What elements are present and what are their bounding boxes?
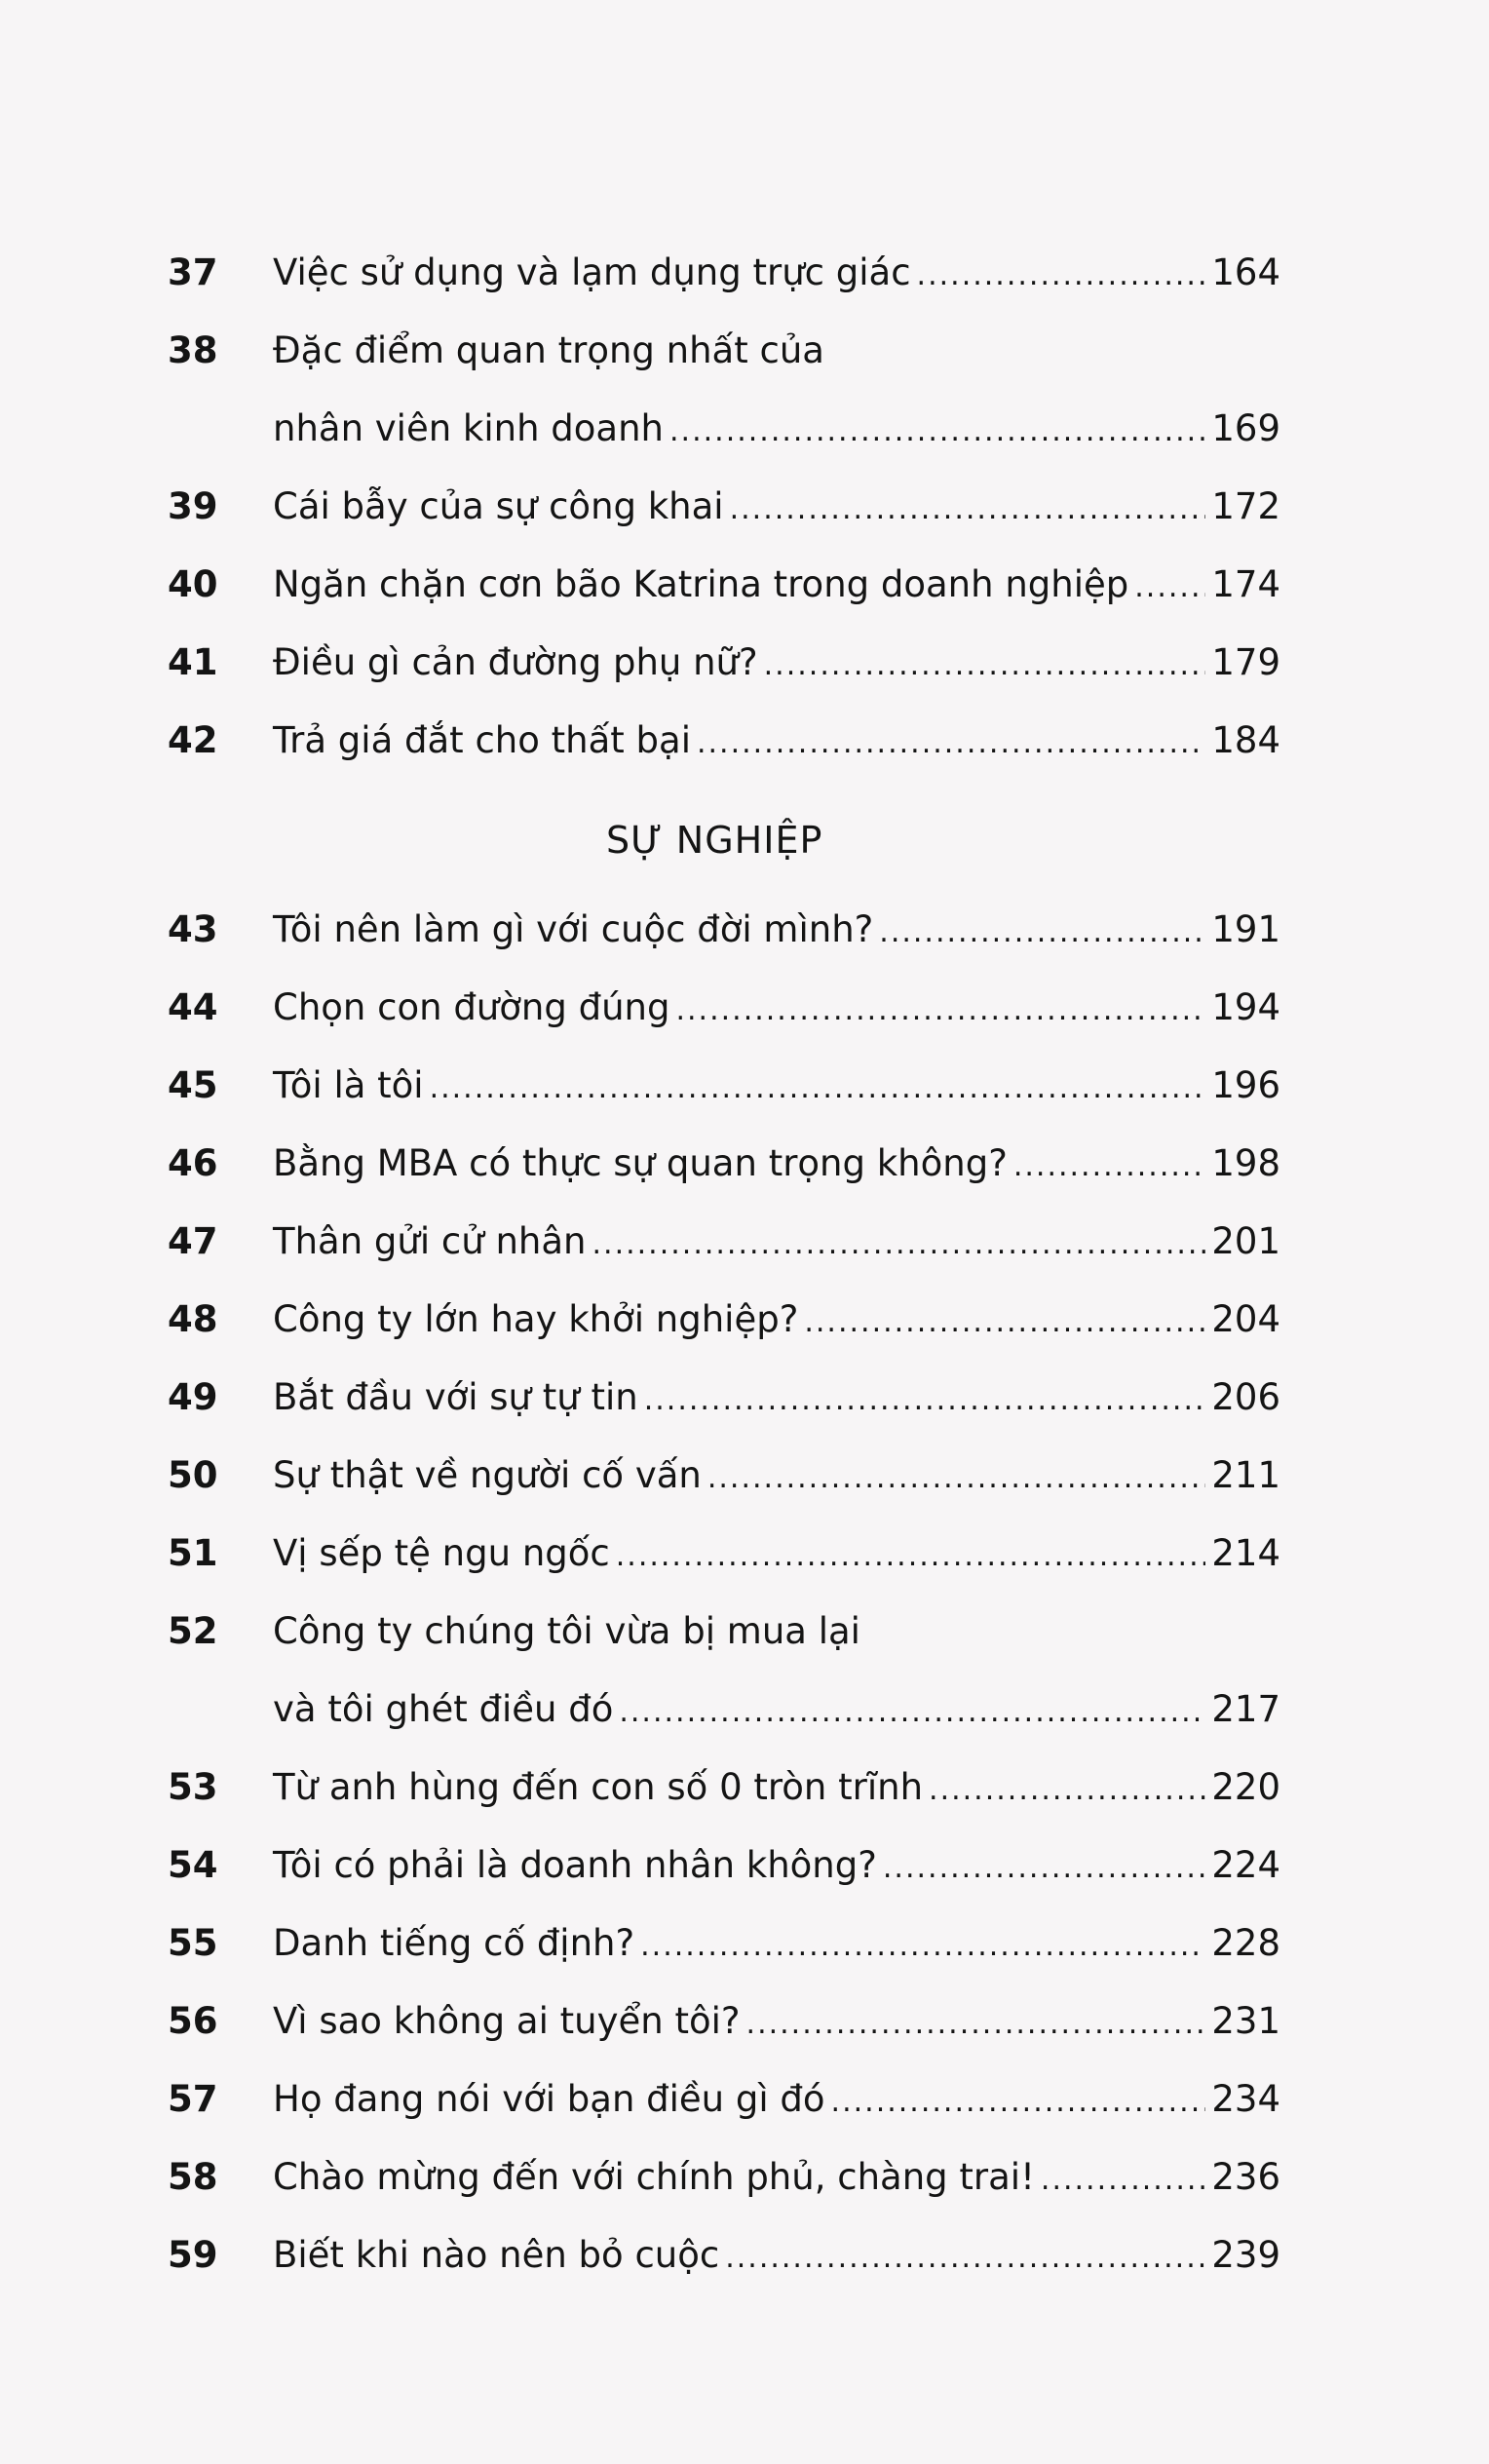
toc-entry bbox=[168, 468, 1280, 546]
chapter-number: 43 bbox=[168, 908, 218, 950]
chapter-title: Việc sử dụng và lạm dụng trực giác bbox=[273, 251, 911, 293]
dot-leader bbox=[917, 237, 1206, 315]
table-of-contents bbox=[168, 234, 1280, 2294]
dot-leader bbox=[764, 627, 1206, 705]
chapter-number: 52 bbox=[168, 1610, 218, 1652]
dot-leader bbox=[1013, 1128, 1206, 1206]
dot-leader bbox=[644, 1362, 1206, 1440]
toc-entry bbox=[168, 1437, 1280, 1515]
chapter-number: 51 bbox=[168, 1532, 218, 1574]
page-number: 164 bbox=[1211, 251, 1280, 293]
toc-entry-line bbox=[168, 390, 1280, 468]
toc-entry-line bbox=[168, 1125, 1280, 1203]
chapter-title: Cái bẫy của sự công khai bbox=[273, 485, 724, 527]
chapter-title: nhân viên kinh doanh bbox=[273, 407, 665, 449]
toc-entry-line bbox=[168, 969, 1280, 1047]
dot-leader bbox=[730, 471, 1206, 549]
toc-entry-line bbox=[168, 234, 1280, 312]
dot-leader bbox=[430, 1050, 1206, 1128]
page-number: 206 bbox=[1211, 1376, 1280, 1418]
toc-entry-line bbox=[168, 702, 1280, 780]
toc-entry bbox=[168, 234, 1280, 312]
toc-entry-line bbox=[168, 1905, 1280, 1983]
section-heading: SỰ NGHIỆP bbox=[606, 819, 823, 862]
toc-entry bbox=[168, 1983, 1280, 2060]
toc-entry-line bbox=[168, 2216, 1280, 2294]
chapter-number: 49 bbox=[168, 1376, 218, 1418]
toc-entry-line bbox=[168, 624, 1280, 702]
chapter-title: Họ đang nói với bạn điều gì đó bbox=[273, 2078, 825, 2120]
page-number: 231 bbox=[1211, 2000, 1280, 2042]
chapter-number: 45 bbox=[168, 1064, 218, 1106]
page-number: 217 bbox=[1211, 1688, 1280, 1730]
dot-leader bbox=[592, 1206, 1206, 1284]
page-number: 239 bbox=[1211, 2234, 1280, 2276]
page-number: 236 bbox=[1211, 2156, 1280, 2198]
toc-entry-line bbox=[168, 312, 1280, 390]
toc-entry bbox=[168, 1749, 1280, 1827]
chapter-title: Biết khi nào nên bỏ cuộc bbox=[273, 2234, 720, 2276]
toc-entry-line bbox=[168, 2138, 1280, 2216]
toc-entry bbox=[168, 1593, 1280, 1749]
dot-leader bbox=[619, 1674, 1205, 1752]
chapter-number: 59 bbox=[168, 2234, 218, 2276]
page-number: 179 bbox=[1211, 641, 1280, 683]
chapter-number: 46 bbox=[168, 1142, 218, 1184]
chapter-title: Sự thật về người cố vấn bbox=[273, 1454, 702, 1496]
toc-entry-line bbox=[168, 2060, 1280, 2138]
chapter-number: 44 bbox=[168, 986, 218, 1028]
page-number: 191 bbox=[1211, 908, 1280, 950]
chapter-title: Ngăn chặn cơn bão Katrina trong doanh nghiệp bbox=[273, 563, 1129, 605]
page-number: 224 bbox=[1211, 1844, 1280, 1886]
chapter-title: Thân gửi cử nhân bbox=[273, 1220, 587, 1262]
chapter-title: Danh tiếng cố định? bbox=[273, 1922, 635, 1964]
chapter-number: 48 bbox=[168, 1298, 218, 1340]
chapter-title: Tôi là tôi bbox=[273, 1064, 424, 1106]
toc-entry-line bbox=[168, 1983, 1280, 2060]
toc-entry bbox=[168, 891, 1280, 969]
chapter-title: Tôi nên làm gì với cuộc đời mình? bbox=[273, 908, 874, 950]
chapter-number: 57 bbox=[168, 2078, 218, 2120]
chapter-number: 56 bbox=[168, 2000, 218, 2042]
chapter-number: 42 bbox=[168, 719, 218, 761]
toc-entry-line bbox=[168, 468, 1280, 546]
toc-entry-line bbox=[168, 1203, 1280, 1281]
toc-entries-before bbox=[168, 234, 1280, 780]
chapter-number: 50 bbox=[168, 1454, 218, 1496]
dot-leader bbox=[640, 1907, 1205, 1985]
chapter-title: Vị sếp tệ ngu ngốc bbox=[273, 1532, 610, 1574]
dot-leader bbox=[746, 1985, 1206, 2063]
toc-entry bbox=[168, 546, 1280, 624]
toc-entry-line bbox=[168, 1671, 1280, 1749]
toc-entry bbox=[168, 1905, 1280, 1983]
dot-leader bbox=[883, 1829, 1205, 1907]
toc-entry-line bbox=[168, 1359, 1280, 1437]
toc-entry-line bbox=[168, 1749, 1280, 1827]
dot-leader bbox=[1041, 2141, 1205, 2219]
page-number: 214 bbox=[1211, 1532, 1280, 1574]
toc-entry bbox=[168, 2060, 1280, 2138]
toc-entry-line bbox=[168, 546, 1280, 624]
toc-entry-line bbox=[168, 1593, 1280, 1671]
page-number: 184 bbox=[1211, 719, 1280, 761]
chapter-title: Tôi có phải là doanh nhân không? bbox=[273, 1844, 877, 1886]
chapter-title: Công ty lớn hay khởi nghiệp? bbox=[273, 1298, 799, 1340]
toc-entry-line bbox=[168, 1827, 1280, 1905]
page-number: 198 bbox=[1211, 1142, 1280, 1184]
dot-leader bbox=[929, 1752, 1205, 1829]
chapter-title: Chào mừng đến với chính phủ, chàng trai! bbox=[273, 2156, 1035, 2198]
toc-entry-line bbox=[168, 891, 1280, 969]
chapter-title: và tôi ghét điều đó bbox=[273, 1688, 614, 1730]
chapter-title: Điều gì cản đường phụ nữ? bbox=[273, 641, 758, 683]
page-number: 228 bbox=[1211, 1922, 1280, 1964]
chapter-title: Bắt đầu với sự tự tin bbox=[273, 1376, 638, 1418]
page-number: 204 bbox=[1211, 1298, 1280, 1340]
dot-leader bbox=[725, 2219, 1205, 2297]
toc-entry bbox=[168, 1047, 1280, 1125]
dot-leader bbox=[879, 894, 1205, 972]
dot-leader bbox=[831, 2063, 1206, 2141]
chapter-title: Đặc điểm quan trọng nhất của bbox=[273, 329, 824, 371]
chapter-number: 55 bbox=[168, 1922, 218, 1964]
toc-entry bbox=[168, 1827, 1280, 1905]
page-number: 169 bbox=[1211, 407, 1280, 449]
dot-leader bbox=[707, 1440, 1206, 1518]
toc-entry bbox=[168, 1125, 1280, 1203]
page-number: 172 bbox=[1211, 485, 1280, 527]
toc-entry-line bbox=[168, 1047, 1280, 1125]
page-number: 196 bbox=[1211, 1064, 1280, 1106]
chapter-title: Trả giá đắt cho thất bại bbox=[273, 719, 691, 761]
toc-entry-line bbox=[168, 1281, 1280, 1359]
chapter-title: Chọn con đường đúng bbox=[273, 986, 670, 1028]
chapter-title: Công ty chúng tôi vừa bị mua lại bbox=[273, 1610, 860, 1652]
dot-leader bbox=[616, 1518, 1206, 1596]
toc-entries-after bbox=[168, 891, 1280, 2294]
dot-leader bbox=[1134, 549, 1205, 627]
chapter-title: Từ anh hùng đến con số 0 tròn trĩnh bbox=[273, 1766, 924, 1808]
toc-entry-line bbox=[168, 1437, 1280, 1515]
chapter-number: 38 bbox=[168, 329, 218, 371]
chapter-number: 40 bbox=[168, 563, 218, 605]
chapter-title: Bằng MBA có thực sự quan trọng không? bbox=[273, 1142, 1008, 1184]
page-number: 194 bbox=[1211, 986, 1280, 1028]
toc-entry bbox=[168, 312, 1280, 468]
toc-entry bbox=[168, 624, 1280, 702]
toc-entry bbox=[168, 2216, 1280, 2294]
chapter-number: 41 bbox=[168, 641, 218, 683]
dot-leader bbox=[804, 1284, 1205, 1362]
toc-entry bbox=[168, 1515, 1280, 1593]
page-number: 220 bbox=[1211, 1766, 1280, 1808]
page-number: 174 bbox=[1211, 563, 1280, 605]
page-number: 234 bbox=[1211, 2078, 1280, 2120]
toc-entry bbox=[168, 2138, 1280, 2216]
toc-entry bbox=[168, 702, 1280, 780]
toc-entry bbox=[168, 1281, 1280, 1359]
toc-entry bbox=[168, 1359, 1280, 1437]
page-number: 201 bbox=[1211, 1220, 1280, 1262]
page-number: 211 bbox=[1211, 1454, 1280, 1496]
chapter-number: 53 bbox=[168, 1766, 218, 1808]
toc-entry bbox=[168, 969, 1280, 1047]
chapter-number: 39 bbox=[168, 485, 218, 527]
dot-leader bbox=[669, 393, 1205, 471]
chapter-number: 47 bbox=[168, 1220, 218, 1262]
dot-leader bbox=[675, 972, 1205, 1050]
toc-entry bbox=[168, 1203, 1280, 1281]
chapter-number: 58 bbox=[168, 2156, 218, 2198]
dot-leader bbox=[697, 705, 1205, 783]
chapter-number: 37 bbox=[168, 251, 218, 293]
chapter-number: 54 bbox=[168, 1844, 218, 1886]
chapter-title: Vì sao không ai tuyển tôi? bbox=[273, 2000, 741, 2042]
toc-entry-line bbox=[168, 1515, 1280, 1593]
